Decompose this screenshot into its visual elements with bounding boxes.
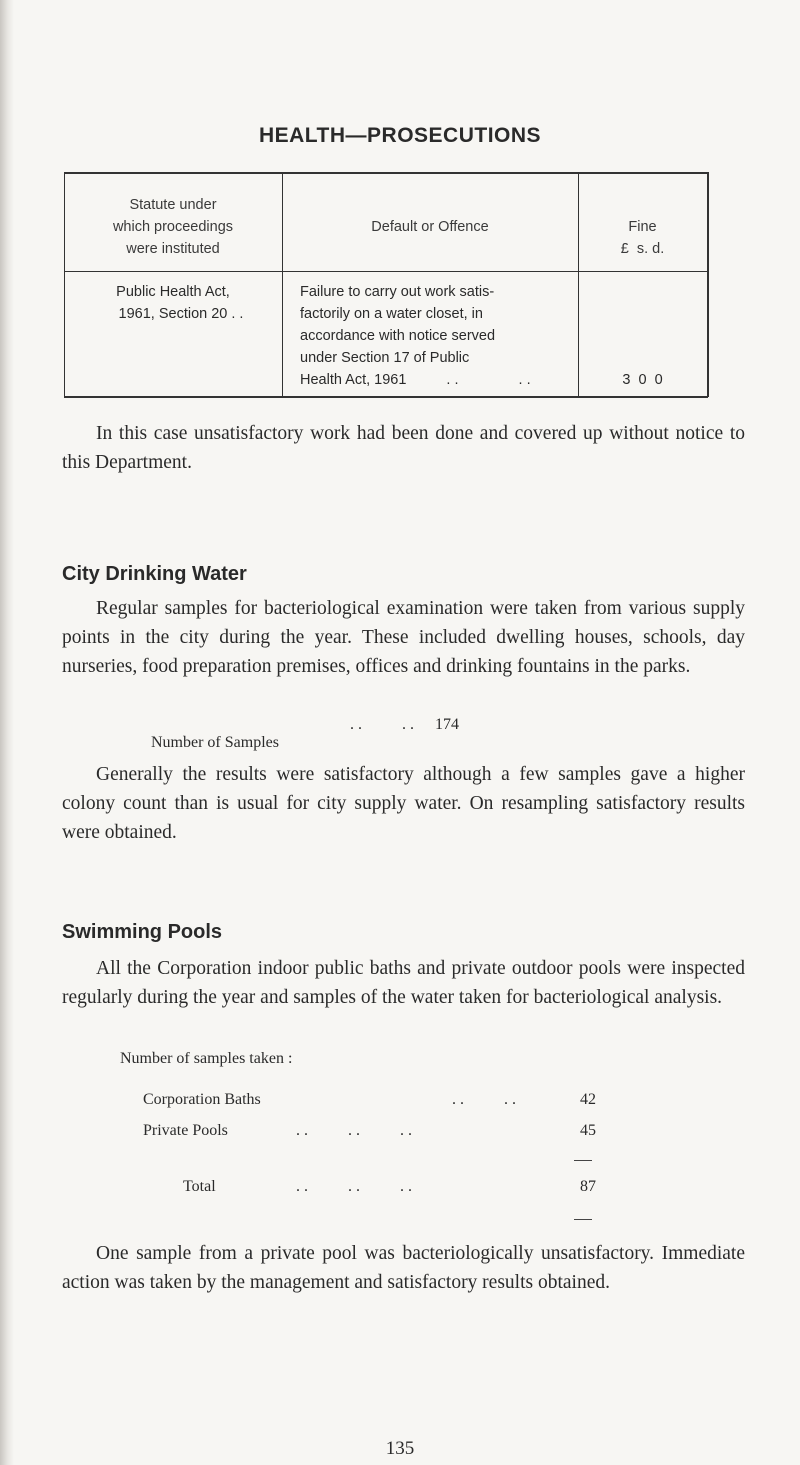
total-value: 87 [580, 1178, 596, 1195]
row-statute: Public Health Act, 1961, Section 20 . . [116, 284, 244, 322]
header-fine: Fine £ s. d. [620, 219, 665, 257]
pool-samples-label: Number of samples taken : [120, 1050, 293, 1067]
table-bottom-rule [64, 396, 708, 398]
samples-row [143, 716, 279, 752]
samples-value: 174 [435, 716, 459, 733]
row-offence: Failure to carry out work satis- factorily on a water closet, in accordance with notice served under Section 17 of Public Health Act, 1961 . . . . [300, 284, 531, 388]
pool-row-leaders: . . . . . . [296, 1122, 412, 1139]
drinking-water-paragraph-2: Generally the results were satisfactory although a few samples gave a higher colony count than is usual for city supply water. On resampling satisfactory results were obtained. [62, 764, 745, 843]
total-leaders: . . . . . . [296, 1178, 412, 1195]
pool-row-leaders: . . . . [452, 1091, 516, 1108]
drinking-water-heading: City Drinking Water [62, 563, 247, 585]
swimming-pools-paragraph-2: One sample from a private pool was bacteriologically unsatisfactory. Immediate action was taken by the management and satisfactory results obtained. [62, 1243, 745, 1293]
prosecution-note: In this case unsatisfactory work had been done and covered up without notice to this Department. [62, 423, 745, 473]
table-right-rule [707, 172, 709, 397]
table-top-rule [64, 172, 708, 174]
table-header-rule [64, 271, 708, 272]
total-rule-bottom [574, 1219, 592, 1220]
pool-row-value: 45 [580, 1122, 596, 1139]
samples-label: Number of Samples [151, 734, 279, 751]
pool-row-value: 42 [580, 1091, 596, 1108]
pool-row-label: Corporation Baths [143, 1091, 261, 1108]
row-fine: 3 0 0 [622, 372, 663, 388]
total-label: Total [183, 1178, 216, 1195]
scan-edge-shadow [0, 0, 14, 1465]
swimming-pools-heading: Swimming Pools [62, 921, 223, 943]
samples-leaders: . . . . [350, 716, 414, 733]
swimming-pools-paragraph-1: All the Corporation indoor public baths and private outdoor pools were inspected regularly during the year and samples of the water taken for bacteriological analysis. [62, 958, 745, 1008]
table-col-rule-1 [282, 172, 283, 397]
table-col-rule-2 [578, 172, 579, 397]
header-statute: Statute under which proceedings were instituted [112, 197, 234, 257]
pool-row-label: Private Pools [143, 1122, 228, 1139]
page-number: 135 [385, 1438, 415, 1459]
drinking-water-paragraph-1: Regular samples for bacteriological examination were taken from various supply points in the city during the year. These included dwelling houses, schools, day nurseries, food preparation premises, offices and drinking fountains in the parks. [62, 598, 745, 677]
header-offence: Default or Offence [371, 219, 489, 235]
page-title: HEALTH—PROSECUTIONS [258, 124, 542, 147]
total-rule-top [574, 1160, 592, 1161]
